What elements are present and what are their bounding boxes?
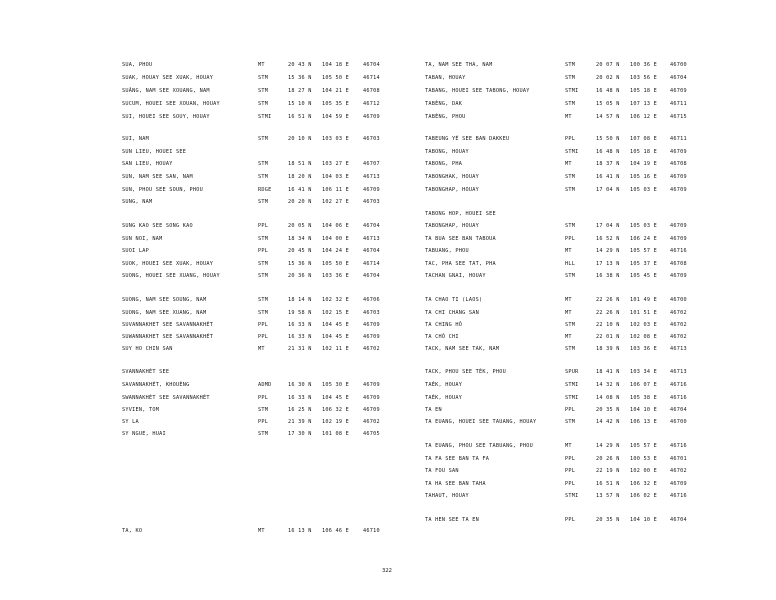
entry-lat: 16 38 N	[596, 273, 620, 279]
entry-lon: 102 27 E	[322, 199, 349, 205]
entry-lat: 16 33 N	[288, 395, 312, 401]
entry-code: 46709	[363, 187, 380, 193]
entry-lon: 106 24 E	[630, 236, 657, 242]
entry-type: STMI	[258, 114, 272, 120]
entry-lat: 14 29 N	[596, 443, 620, 449]
entry-lat: 20 35 N	[596, 517, 620, 523]
entry-code: 46716	[670, 395, 687, 401]
entry-code: 46714	[363, 261, 380, 267]
entry-lat: 16 48 N	[596, 149, 620, 155]
entry-lon: 104 18 E	[322, 62, 349, 68]
entry-name: SUÂNG, NAM SEE XOUANG, NAM	[122, 88, 210, 94]
entry-code: 46709	[670, 88, 687, 94]
entry-lat: 17 30 N	[288, 431, 312, 437]
entry-code: 46700	[670, 297, 687, 303]
entry-type: MT	[565, 334, 572, 340]
entry-name: TABEUNG YÉ SEE BAN DAKKEU	[425, 136, 510, 142]
entry-name: SUOI LAP	[122, 248, 149, 254]
entry-code: 46704	[670, 407, 687, 413]
entry-lon: 104 19 E	[630, 161, 657, 167]
entry-type: STM	[565, 346, 576, 352]
entry-code: 46708	[363, 88, 380, 94]
entry-name: SUY HO CHIN SAN	[122, 346, 173, 352]
entry-name: TABÈNG, PHOU	[425, 114, 466, 120]
entry-lat: 20 20 N	[288, 199, 312, 205]
entry-type: MT	[565, 161, 572, 167]
entry-type: MT	[258, 528, 265, 534]
entry-type: STM	[258, 174, 269, 180]
entry-lon: 102 08 E	[630, 334, 657, 340]
entry-type: PPL	[258, 322, 269, 328]
entry-name: SUWANNAKHET SEE SAVANNAKHÉT	[122, 334, 214, 340]
entry-lat: 22 26 N	[596, 297, 620, 303]
entry-lat: 21 31 N	[288, 346, 312, 352]
entry-type: STM	[258, 273, 269, 279]
entry-type: STM	[565, 101, 576, 107]
entry-type: MT	[258, 62, 265, 68]
entry-code: 46716	[670, 248, 687, 254]
entry-type: STM	[258, 407, 269, 413]
entry-name: TABONGHAK, HOUAY	[425, 174, 479, 180]
entry-name: TA EUANG, HOUEI SEE TAUANG, HOUAY	[425, 419, 537, 425]
entry-name: SUCUM, HOUEI SEE XOUAN, HOUAY	[122, 101, 220, 107]
entry-name: SUVANNAKHET SEE SAVANNAKHÉT	[122, 322, 214, 328]
entry-name: TA HEN SEE TA EN	[425, 517, 479, 523]
entry-type: STM	[258, 199, 269, 205]
entry-lon: 104 03 E	[322, 174, 349, 180]
entry-type: MT	[565, 114, 572, 120]
entry-type: PPL	[258, 395, 269, 401]
entry-type: HLL	[565, 261, 576, 267]
entry-name: TA CHAO TI (LAOS)	[425, 297, 483, 303]
entry-lon: 104 24 E	[322, 248, 349, 254]
entry-code: 46702	[670, 310, 687, 316]
entry-lon: 106 46 E	[322, 528, 349, 534]
entry-lat: 16 41 N	[596, 174, 620, 180]
entry-type: MT	[565, 443, 572, 449]
entry-lat: 16 25 N	[288, 407, 312, 413]
entry-code: 46709	[363, 395, 380, 401]
entry-lat: 14 42 N	[596, 419, 620, 425]
entry-lon: 103 56 E	[630, 75, 657, 81]
entry-lat: 22 01 N	[596, 334, 620, 340]
entry-lon: 103 34 E	[630, 369, 657, 375]
entry-type: STM	[258, 136, 269, 142]
entry-lat: 18 20 N	[288, 174, 312, 180]
entry-lon: 104 10 E	[630, 407, 657, 413]
entry-lat: 17 04 N	[596, 187, 620, 193]
entry-name: TABONG, PHA	[425, 161, 463, 167]
entry-name: SWANNAKHÉT SEE SAVANNAKHÉT	[122, 395, 210, 401]
entry-type: STM	[258, 310, 269, 316]
entry-name: SUA, PHOU	[122, 62, 153, 68]
entry-name: SUONG, HOUEI SEE XUANG, HOUAY	[122, 273, 220, 279]
entry-code: 46711	[670, 136, 687, 142]
entry-code: 46702	[363, 419, 380, 425]
entry-type: STMI	[565, 88, 579, 94]
entry-code: 46714	[363, 75, 380, 81]
entry-lat: 14 29 N	[596, 248, 620, 254]
entry-code: 46716	[670, 443, 687, 449]
entry-lat: 22 19 N	[596, 468, 620, 474]
entry-code: 46713	[670, 346, 687, 352]
entry-lat: 20 07 N	[596, 62, 620, 68]
entry-lon: 105 30 E	[322, 382, 349, 388]
entry-lon: 101 08 E	[322, 431, 349, 437]
entry-lat: 16 41 N	[288, 187, 312, 193]
entry-code: 46709	[670, 481, 687, 487]
entry-lat: 18 34 N	[288, 236, 312, 242]
entry-lon: 102 00 E	[630, 468, 657, 474]
entry-lat: 16 51 N	[596, 481, 620, 487]
entry-code: 46704	[363, 273, 380, 279]
entry-type: PPL	[258, 334, 269, 340]
entry-lat: 13 57 N	[596, 493, 620, 499]
entry-type: STM	[565, 419, 576, 425]
entry-lat: 20 45 N	[288, 248, 312, 254]
entry-code: 46709	[670, 149, 687, 155]
entry-code: 46704	[363, 248, 380, 254]
entry-lat: 15 10 N	[288, 101, 312, 107]
entry-name: SAN LIEU, HOUAY	[122, 161, 173, 167]
entry-type: STMI	[565, 395, 579, 401]
entry-lat: 19 58 N	[288, 310, 312, 316]
entry-name: SYVIEN, TOM	[122, 407, 160, 413]
entry-lon: 104 59 E	[322, 114, 349, 120]
entry-type: ADMD	[258, 382, 272, 388]
entry-lon: 106 32 E	[322, 407, 349, 413]
entry-lat: 16 48 N	[596, 88, 620, 94]
entry-code: 46711	[670, 101, 687, 107]
entry-type: STM	[565, 187, 576, 193]
entry-name: TA CHING HÔ	[425, 322, 463, 328]
entry-type: PPL	[258, 419, 269, 425]
entry-lat: 17 04 N	[596, 223, 620, 229]
entry-code: 46713	[363, 236, 380, 242]
entry-code: 46709	[670, 236, 687, 242]
entry-lon: 107 08 E	[630, 136, 657, 142]
entry-name: TAHAUT, HOUAY	[425, 493, 469, 499]
entry-name: TACHAN GNAI, HOUAY	[425, 273, 486, 279]
entry-type: STMI	[565, 382, 579, 388]
entry-lat: 18 27 N	[288, 88, 312, 94]
entry-lat: 15 05 N	[596, 101, 620, 107]
entry-code: 46709	[670, 174, 687, 180]
entry-code: 46702	[670, 322, 687, 328]
entry-lon: 101 51 E	[630, 310, 657, 316]
entry-code: 46709	[363, 407, 380, 413]
entry-lon: 102 32 E	[322, 297, 349, 303]
entry-type: STM	[258, 236, 269, 242]
entry-type: PPL	[258, 223, 269, 229]
entry-name: TABONGHAP, HOUAY	[425, 223, 479, 229]
entry-lat: 16 13 N	[288, 528, 312, 534]
entry-type: PPL	[565, 481, 576, 487]
entry-lon: 104 45 E	[322, 322, 349, 328]
entry-code: 46710	[363, 528, 380, 534]
entry-code: 46703	[363, 199, 380, 205]
entry-type: STM	[565, 174, 576, 180]
entry-name: TAÈK, HOUAY	[425, 395, 463, 401]
entry-lat: 14 08 N	[596, 395, 620, 401]
entry-type: STM	[258, 75, 269, 81]
entry-lon: 103 03 E	[322, 136, 349, 142]
entry-name: TACK, PHOU SEE TÉK, PHOU	[425, 369, 506, 375]
entry-code: 46709	[363, 322, 380, 328]
entry-lon: 104 06 E	[322, 223, 349, 229]
entry-lat: 20 35 N	[596, 407, 620, 413]
entry-lon: 105 03 E	[630, 187, 657, 193]
entry-type: STMI	[565, 149, 579, 155]
entry-type: PPL	[565, 407, 576, 413]
entry-name: SUN LIEU, HOUEI SEE	[122, 149, 187, 155]
entry-code: 46709	[363, 382, 380, 388]
entry-lon: 105 16 E	[630, 174, 657, 180]
entry-lon: 104 00 E	[322, 236, 349, 242]
entry-code: 46700	[670, 419, 687, 425]
entry-lon: 101 49 E	[630, 297, 657, 303]
entry-lat: 15 36 N	[288, 261, 312, 267]
entry-lon: 105 35 E	[322, 101, 349, 107]
entry-name: SY LA	[122, 419, 139, 425]
entry-lat: 17 13 N	[596, 261, 620, 267]
entry-name: TA, NAM SEE THA, NAM	[425, 62, 493, 68]
entry-type: STM	[258, 297, 269, 303]
entry-lat: 20 36 N	[288, 273, 312, 279]
entry-code: 46700	[670, 62, 687, 68]
entry-type: STM	[258, 431, 269, 437]
entry-name: SAVANNAKHÉT, KHOUÈNG	[122, 382, 190, 388]
entry-code: 46702	[670, 334, 687, 340]
entry-lat: 15 50 N	[596, 136, 620, 142]
entry-lat: 15 36 N	[288, 75, 312, 81]
entry-lat: 16 33 N	[288, 322, 312, 328]
entry-type: STMI	[565, 493, 579, 499]
entry-lon: 106 32 E	[630, 481, 657, 487]
entry-lon: 105 50 E	[322, 75, 349, 81]
entry-lon: 105 57 E	[630, 248, 657, 254]
entry-name: TABONG, HOUAY	[425, 149, 469, 155]
entry-lat: 16 52 N	[596, 236, 620, 242]
entry-name: SUOK, HOUEI SEE XUAK, HOUAY	[122, 261, 214, 267]
entry-lat: 22 26 N	[596, 310, 620, 316]
entry-lon: 102 19 E	[322, 419, 349, 425]
entry-lon: 102 03 E	[630, 322, 657, 328]
entry-name: TA FOU SAN	[425, 468, 459, 474]
entry-type: STM	[565, 75, 576, 81]
entry-type: STM	[258, 261, 269, 267]
entry-code: 46709	[363, 114, 380, 120]
entry-lat: 21 39 N	[288, 419, 312, 425]
entry-code: 46702	[670, 468, 687, 474]
entry-name: TABANG, HOUEI SEE TABONG, HOUAY	[425, 88, 530, 94]
entry-code: 46709	[670, 273, 687, 279]
entry-code: 46704	[670, 75, 687, 81]
entry-lat: 18 41 N	[596, 369, 620, 375]
entry-lat: 16 30 N	[288, 382, 312, 388]
entry-code: 46704	[363, 223, 380, 229]
entry-lat: 20 10 N	[288, 136, 312, 142]
entry-lat: 20 43 N	[288, 62, 312, 68]
entry-name: TA CHÔ CHI	[425, 334, 459, 340]
entry-name: TA, KO	[122, 528, 143, 534]
entry-name: TA CHI CHANG SAN	[425, 310, 479, 316]
entry-type: MT	[258, 346, 265, 352]
entry-lat: 14 57 N	[596, 114, 620, 120]
entry-name: TABONG HOP, HOUEI SEE	[425, 211, 496, 217]
entry-code: 46702	[363, 346, 380, 352]
entry-type: MT	[565, 297, 572, 303]
entry-type: PPL	[565, 456, 576, 462]
entry-name: SUI, NAM	[122, 136, 149, 142]
entry-name: TA HA SEE BAN TAHA	[425, 481, 486, 487]
entry-name: SUN, NAM SEE SAN, NAM	[122, 174, 193, 180]
entry-type: PPL	[565, 468, 576, 474]
entry-name: TA EN	[425, 407, 442, 413]
entry-lat: 20 26 N	[596, 456, 620, 462]
entry-lon: 100 53 E	[630, 456, 657, 462]
entry-type: PPL	[565, 236, 576, 242]
entry-name: SVANNAKHÉT SEE	[122, 369, 170, 375]
entry-lon: 105 45 E	[630, 273, 657, 279]
entry-type: RDGE	[258, 187, 272, 193]
entry-lon: 104 21 E	[322, 88, 349, 94]
entry-lon: 103 36 E	[322, 273, 349, 279]
entry-name: SUONG, NAM SEE XUANG, NAM	[122, 310, 207, 316]
entry-name: SUI, HOUEI SEE SOUY, HOUAY	[122, 114, 210, 120]
entry-name: TA EUANG, PHOU SEE TABUANG, PHOU	[425, 443, 533, 449]
entry-code: 46709	[670, 223, 687, 229]
entry-code: 46708	[670, 261, 687, 267]
entry-type: STM	[565, 62, 576, 68]
entry-lon: 105 37 E	[630, 261, 657, 267]
entry-name: SUNG, NAM	[122, 199, 153, 205]
entry-name: SUN NOI, NAM	[122, 236, 163, 242]
entry-lat: 18 37 N	[596, 161, 620, 167]
entry-code: 46709	[670, 187, 687, 193]
entry-type: PPL	[258, 248, 269, 254]
entry-lat: 20 02 N	[596, 75, 620, 81]
entry-lon: 104 45 E	[322, 334, 349, 340]
entry-lat: 22 10 N	[596, 322, 620, 328]
entry-type: SPUR	[565, 369, 579, 375]
entry-name: TACK, NAM SEE TAK, NAM	[425, 346, 500, 352]
entry-type: MT	[565, 310, 572, 316]
entry-lat: 16 33 N	[288, 334, 312, 340]
entry-lat: 18 51 N	[288, 161, 312, 167]
entry-code: 46713	[670, 369, 687, 375]
entry-type: STM	[258, 101, 269, 107]
entry-code: 46712	[363, 101, 380, 107]
entry-lon: 104 45 E	[322, 395, 349, 401]
entry-lon: 105 50 E	[322, 261, 349, 267]
entry-name: TAÉK, HOUAY	[425, 382, 463, 388]
entry-lon: 105 18 E	[630, 149, 657, 155]
entry-name: TABONGHAP, HOUAY	[425, 187, 479, 193]
entry-lon: 100 36 E	[630, 62, 657, 68]
entry-name: TA FA SEE BAN TA FA	[425, 456, 490, 462]
entry-lat: 18 39 N	[596, 346, 620, 352]
entry-code: 46706	[363, 297, 380, 303]
entry-name: SUNG KAO SEE SONG KAO	[122, 223, 193, 229]
entry-lon: 105 57 E	[630, 443, 657, 449]
entry-name: TA BUA SEE BAN TABOUA	[425, 236, 496, 242]
page-number: 322	[382, 568, 392, 574]
entry-name: SUONG, NAM SEE SOUNG, NAM	[122, 297, 207, 303]
entry-code: 46707	[363, 161, 380, 167]
entry-code: 46713	[363, 174, 380, 180]
entry-name: TABÈNG, DAK	[425, 101, 463, 107]
entry-code: 46708	[670, 161, 687, 167]
entry-type: STM	[258, 161, 269, 167]
entry-lon: 103 36 E	[630, 346, 657, 352]
entry-code: 46709	[363, 334, 380, 340]
entry-name: TABUANG, PHOU	[425, 248, 469, 254]
entry-lon: 106 07 E	[630, 382, 657, 388]
entry-lon: 102 11 E	[322, 346, 349, 352]
entry-code: 46716	[670, 493, 687, 499]
entry-lon: 107 13 E	[630, 101, 657, 107]
entry-type: PPL	[565, 136, 576, 142]
entry-code: 46701	[670, 456, 687, 462]
entry-name: TABAN, HOUAY	[425, 75, 466, 81]
entry-lon: 105 38 E	[630, 395, 657, 401]
entry-lon: 103 27 E	[322, 161, 349, 167]
entry-code: 46703	[363, 310, 380, 316]
entry-name: SUN, PHOU SEE SOUN, PHOU	[122, 187, 203, 193]
entry-lat: 18 14 N	[288, 297, 312, 303]
entry-code: 46704	[670, 517, 687, 523]
entry-lon: 105 03 E	[630, 223, 657, 229]
entry-lon: 102 15 E	[322, 310, 349, 316]
entry-code: 46705	[363, 431, 380, 437]
entry-code: 46715	[670, 114, 687, 120]
entry-lon: 105 18 E	[630, 88, 657, 94]
entry-name: SY NGUE, HUAI	[122, 431, 166, 437]
entry-lon: 106 13 E	[630, 419, 657, 425]
entry-lat: 14 32 N	[596, 382, 620, 388]
entry-name: TAC, PHA SEE TAT, PHA	[425, 261, 496, 267]
entry-type: STM	[565, 273, 576, 279]
entry-lon: 106 02 E	[630, 493, 657, 499]
entry-type: PPL	[565, 517, 576, 523]
entry-lon: 104 10 E	[630, 517, 657, 523]
entry-lon: 106 11 E	[322, 187, 349, 193]
entry-lat: 20 05 N	[288, 223, 312, 229]
entry-code: 46703	[363, 136, 380, 142]
entry-code: 46704	[363, 62, 380, 68]
entry-type: STM	[258, 88, 269, 94]
entry-lon: 106 12 E	[630, 114, 657, 120]
entry-lat: 16 51 N	[288, 114, 312, 120]
entry-name: SUAK, HOUAY SEE XUAK, HOUAY	[122, 75, 214, 81]
entry-type: STM	[565, 322, 576, 328]
entry-type: MT	[565, 248, 572, 254]
entry-code: 46716	[670, 382, 687, 388]
entry-type: STM	[565, 223, 576, 229]
